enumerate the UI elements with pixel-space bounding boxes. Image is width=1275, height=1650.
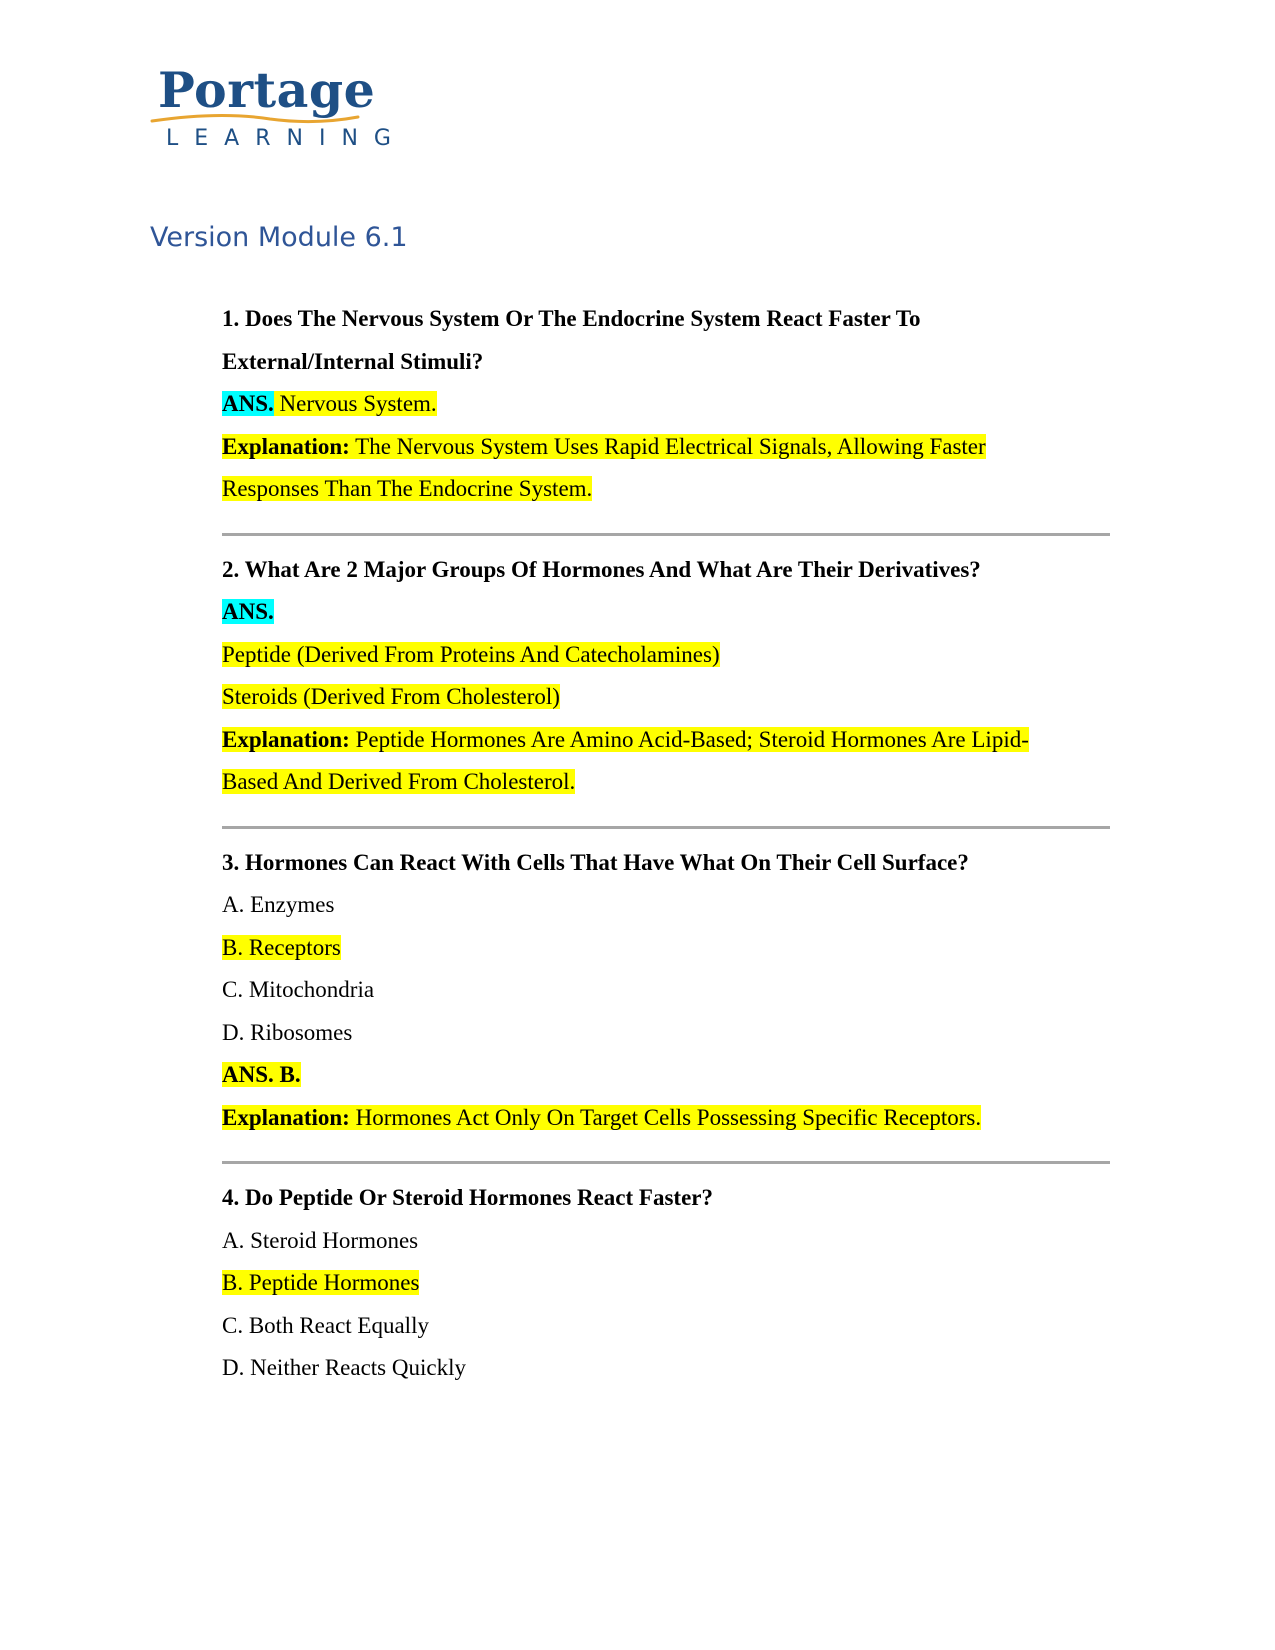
question-block-2 — [222, 549, 1112, 804]
option-b-correct — [222, 927, 1112, 970]
option-text: B. Receptors — [222, 934, 341, 960]
option-d: D. Ribosomes — [222, 1019, 353, 1045]
separator-line — [222, 1161, 1110, 1164]
explanation-text: Peptide Hormones Are Amino Acid-Based; Steroid Hormones Are Lipid- — [349, 726, 1029, 752]
answer-text: Peptide (Derived From Proteins And Catecholamines) — [222, 641, 720, 667]
question-block-1 — [222, 298, 1112, 511]
explanation-label: Explanation: — [222, 726, 350, 752]
question-3-answer — [222, 1054, 1112, 1097]
option-d: D. Neither Reacts Quickly — [222, 1355, 466, 1380]
explanation-label: Explanation: — [222, 1104, 350, 1130]
question-2-explanation-line-2 — [222, 761, 1112, 804]
logo-swoosh-icon — [150, 113, 360, 127]
answer-label: ANS. B. — [222, 1062, 301, 1087]
questions-list — [222, 298, 1112, 1390]
question-1-answer — [222, 383, 1112, 426]
option-text: B. Peptide Hormones — [222, 1270, 420, 1295]
question-2-answer-2 — [222, 676, 1112, 719]
question-2-answer-label-line — [222, 591, 1112, 634]
explanation-label: Explanation: — [222, 433, 350, 459]
separator-line — [222, 826, 1110, 829]
portage-learning-logo — [150, 61, 407, 156]
option-a: A. Steroid Hormones — [222, 1227, 419, 1253]
question-1-explanation-line-2 — [222, 468, 1112, 511]
question-1-text-line-1: 1. Does The Nervous System Or The Endocrine System React Faster To — [222, 306, 921, 331]
logo-subtitle: LEARNING — [166, 126, 407, 151]
answer-text: Nervous System. — [273, 391, 437, 416]
document-title: Version Module 6.1 — [150, 222, 408, 253]
explanation-text: Hormones Act Only On Target Cells Possessing Specific Receptors. — [349, 1104, 982, 1130]
question-block-3 — [222, 842, 1112, 1140]
question-2-text: 2. What Are 2 Major Groups Of Hormones And What Are Their Derivatives? — [222, 556, 981, 582]
question-1-explanation-line-1 — [222, 426, 1112, 469]
question-4-text: 4. Do Peptide Or Steroid Hormones React Faster? — [222, 1185, 713, 1210]
answer-label: ANS. — [222, 391, 274, 416]
option-c: C. Both React Equally — [222, 1312, 429, 1338]
option-c: C. Mitochondria — [222, 977, 375, 1002]
answer-text: Steroids (Derived From Cholesterol) — [222, 684, 560, 709]
question-2-explanation-line-1 — [222, 719, 1112, 762]
question-3-text: 3. Hormones Can React With Cells That Have What On Their Cell Surface? — [222, 849, 969, 875]
question-3-explanation — [222, 1097, 1112, 1140]
logo-wordmark: Portage — [158, 61, 376, 119]
explanation-text: Responses Than The Endocrine System. — [222, 476, 593, 501]
explanation-text: The Nervous System Uses Rapid Electrical Signals, Allowing Faster — [349, 433, 986, 459]
option-b-correct — [222, 1262, 1112, 1305]
question-2-answer-1 — [222, 634, 1112, 677]
question-block-4 — [222, 1177, 1112, 1390]
question-1-text-line-2: External/Internal Stimuli? — [222, 348, 484, 374]
separator-line — [222, 533, 1110, 536]
answer-label: ANS. — [222, 599, 274, 624]
option-a: A. Enzymes — [222, 892, 335, 917]
explanation-text: Based And Derived From Cholesterol. — [222, 769, 576, 794]
